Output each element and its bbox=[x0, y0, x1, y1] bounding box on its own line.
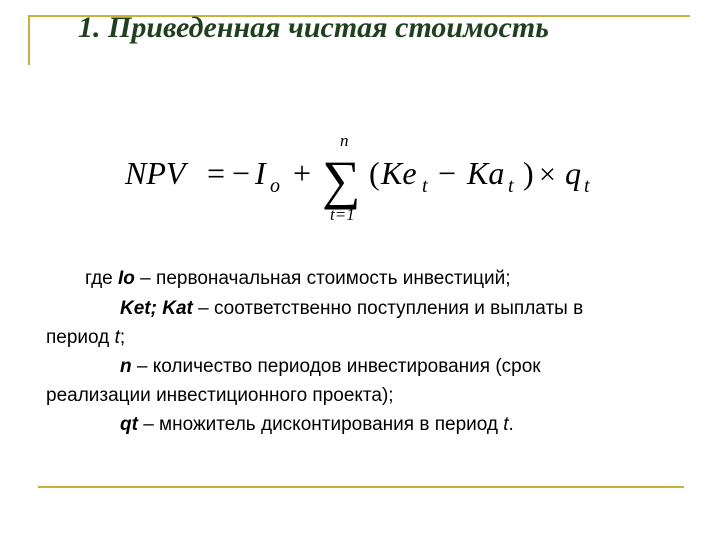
legend-project-text: реализации инвестиционного проекта); bbox=[46, 385, 394, 406]
bottom-horizontal-line bbox=[38, 486, 684, 488]
legend-qt-text: – множитель дисконтирования в период bbox=[137, 414, 504, 435]
formula-sum-upper-limit: n bbox=[340, 131, 349, 150]
formula-open-paren: ( bbox=[369, 155, 380, 191]
formula-sigma: ∑ bbox=[322, 150, 361, 210]
formula-sum-lower-limit: t=1 bbox=[330, 205, 355, 224]
formula-minus: − bbox=[232, 155, 251, 191]
legend-io-text: – первоначальная стоимость инвестиций; bbox=[134, 268, 511, 289]
legend-line-1 bbox=[85, 266, 511, 292]
symbol-t: t bbox=[114, 327, 120, 348]
legend-qt-end: . bbox=[508, 414, 514, 435]
formula-plus: + bbox=[293, 155, 312, 191]
symbol-t-2: t bbox=[503, 414, 509, 435]
formula-I: I bbox=[255, 155, 266, 191]
legend-n-text: – количество периодов инвестирования (срок bbox=[131, 356, 541, 377]
npv-formula bbox=[115, 128, 615, 228]
legend-line-4 bbox=[120, 354, 541, 380]
formula-q-subscript: t bbox=[584, 175, 590, 197]
legend-line-3 bbox=[46, 325, 125, 351]
legend-prefix: где bbox=[85, 268, 119, 289]
formula-Ka: Ka bbox=[467, 155, 505, 191]
legend-line-6 bbox=[120, 412, 514, 438]
symbol-qt: qt bbox=[120, 414, 138, 435]
formula-Ke-subscript: t bbox=[422, 175, 428, 197]
legend-ket-text: – соответственно поступления и выплаты в bbox=[192, 298, 584, 319]
legend-period-end: ; bbox=[119, 327, 126, 348]
slide-title: 1. Приведенная чистая стоимость bbox=[78, 11, 549, 44]
formula-q: q bbox=[565, 155, 581, 191]
formula-Ke: Ke bbox=[381, 155, 417, 191]
formula-close-paren: ) bbox=[523, 155, 534, 191]
legend-line-2 bbox=[120, 296, 583, 322]
formula-Ka-subscript: t bbox=[508, 175, 514, 197]
top-left-vertical-line bbox=[28, 15, 30, 65]
legend-period-text: период bbox=[46, 327, 115, 348]
symbol-ket-kat: Ket; Kat bbox=[120, 298, 193, 319]
formula-equals: = bbox=[207, 155, 226, 191]
symbol-n: n bbox=[120, 356, 132, 377]
formula-npv: NPV bbox=[125, 155, 186, 191]
formula-minus-2: − bbox=[438, 155, 457, 191]
formula-times: × bbox=[539, 158, 556, 191]
symbol-io: Io bbox=[118, 268, 135, 289]
legend-line-5 bbox=[46, 383, 394, 409]
formula-I-subscript: o bbox=[270, 175, 280, 197]
